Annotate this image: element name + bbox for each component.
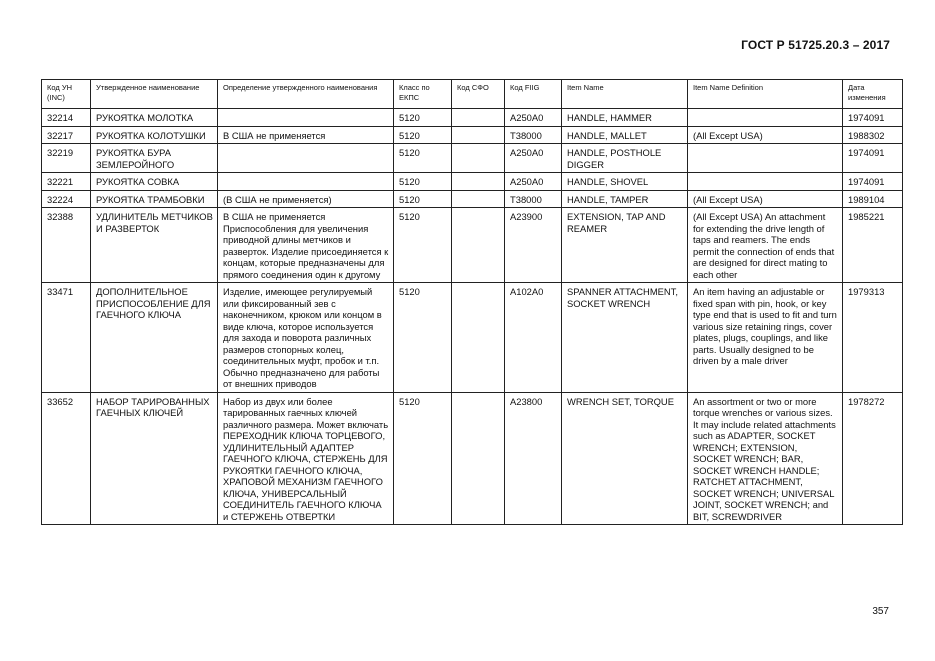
cell-item-name: HANDLE, SHOVEL [562,173,688,191]
table-body [42,109,903,525]
cell-inc: 32388 [42,208,91,283]
cell-approved-name: УДЛИНИТЕЛЬ МЕТЧИКОВ И РАЗВЕРТОК [91,208,218,283]
cell-item-definition [688,173,843,191]
cell-approved-name: ДОПОЛНИТЕЛЬНОЕ ПРИСПОСОБЛЕНИЕ ДЛЯ ГАЕЧНОГО КЛЮЧА [91,283,218,393]
cell-item-definition [688,109,843,127]
cell-sfo [452,126,505,144]
cell-fiig: A102A0 [505,283,562,393]
cell-class: 5120 [394,208,452,283]
cell-class: 5120 [394,173,452,191]
cell-date: 1974091 [843,173,903,191]
cell-approved-name: РУКОЯТКА МОЛОТКА [91,109,218,127]
cell-definition [218,109,394,127]
cell-approved-name: РУКОЯТКА СОВКА [91,173,218,191]
cell-item-definition: (All Except USA) [688,126,843,144]
cell-fiig: A23800 [505,392,562,525]
cell-class: 5120 [394,144,452,173]
cell-fiig: T38000 [505,190,562,208]
cell-definition: В США не применяется Приспособления для увеличения приводной длины метчиков и разверток. Изделие присоединяется к концам, которые предназначены для прямого соединения один к другому [218,208,394,283]
cell-fiig: A23900 [505,208,562,283]
cell-fiig: A250A0 [505,173,562,191]
table-row [42,283,903,393]
column-header-item-name: Item Name [562,80,688,109]
table-row [42,126,903,144]
cell-definition: Изделие, имеющее регулируемый или фиксированный зев с наконечником, крюком или концом в виде ключа, которое используется для захода и поворота различных размеров стопорных колец, соединительных муфт, пробок и т.п. Обычно предназначено для работы от внешних приводов [218,283,394,393]
cell-sfo [452,208,505,283]
cell-date: 1978272 [843,392,903,525]
cell-item-definition: An assortment or two or more torque wrenches or various sizes. It may include related attachments such as ADAPTER, SOCKET WRENCH; EXTENSION, SOCKET WRENCH; BAR, SOCKET WRENCH HANDLE; RATCHET ATTACHMENT, SOCKET WRENCH; UNIVERSAL JOINT, SOCKET WRENCH; and BIT, SCREWDRIVER [688,392,843,525]
cell-approved-name: РУКОЯТКА БУРА ЗЕМЛЕРОЙНОГО [91,144,218,173]
cell-item-name: HANDLE, TAMPER [562,190,688,208]
cell-inc: 33652 [42,392,91,525]
cell-sfo [452,283,505,393]
cell-sfo [452,109,505,127]
table-row [42,208,903,283]
cell-item-definition [688,144,843,173]
cell-inc: 33471 [42,283,91,393]
table-header-row [42,80,903,109]
cell-approved-name: РУКОЯТКА ТРАМБОВКИ [91,190,218,208]
column-header-inc: Код УН (INC) [42,80,91,109]
cell-item-definition: (All Except USA) An attachment for extending the drive length of taps and reamers. The ends permit the connection of ends that are designed for direct mating to each other [688,208,843,283]
cell-inc: 32221 [42,173,91,191]
cell-class: 5120 [394,190,452,208]
cell-item-name: HANDLE, MALLET [562,126,688,144]
cell-fiig: A250A0 [505,144,562,173]
table-row [42,190,903,208]
cell-date: 1974091 [843,144,903,173]
cell-date: 1988302 [843,126,903,144]
cell-inc: 32217 [42,126,91,144]
cell-item-definition: (All Except USA) [688,190,843,208]
table-row [42,109,903,127]
table-row [42,392,903,525]
column-header-date: Дата изменения [843,80,903,109]
cell-sfo [452,392,505,525]
cell-fiig: T38000 [505,126,562,144]
cell-fiig: A250A0 [505,109,562,127]
cell-item-name: SPANNER ATTACHMENT, SOCKET WRENCH [562,283,688,393]
table-row [42,144,903,173]
cell-sfo [452,173,505,191]
cell-definition: Набор из двух или более тарированных гаечных ключей различного размера. Может включать ПЕРЕХОДНИК КЛЮЧА ТОРЦЕВОГО, УДЛИНИТЕЛЬНЫЙ АДАПТЕР ГАЕЧНОГО КЛЮЧА, СТЕРЖЕНЬ ДЛЯ РУКОЯТКИ ГАЕЧНОГО КЛЮЧА, ХРАПОВОЙ МЕХАНИЗМ ГАЕЧНОГО КЛЮЧА, УНИВЕРСАЛЬНЫЙ СОЕДИНИТЕЛЬ ГАЕЧНОГО КЛЮЧА и СТЕРЖЕНЬ ОТВЕРТКИ [218,392,394,525]
cell-definition [218,144,394,173]
cell-item-name: HANDLE, HAMMER [562,109,688,127]
cell-date: 1974091 [843,109,903,127]
column-header-fiig: Код FIIG [505,80,562,109]
document-header: ГОСТ Р 51725.20.3 – 2017 [741,38,890,52]
cell-approved-name: РУКОЯТКА КОЛОТУШКИ [91,126,218,144]
cell-inc: 32214 [42,109,91,127]
classification-table [41,79,903,525]
column-header-sfo: Код СФО [452,80,505,109]
cell-item-name: WRENCH SET, TORQUE [562,392,688,525]
cell-class: 5120 [394,392,452,525]
table-row [42,173,903,191]
cell-date: 1989104 [843,190,903,208]
cell-item-name: HANDLE, POSTHOLE DIGGER [562,144,688,173]
column-header-class: Класс по ЕКПС [394,80,452,109]
cell-definition [218,173,394,191]
cell-inc: 32224 [42,190,91,208]
cell-item-name: EXTENSION, TAP AND REAMER [562,208,688,283]
column-header-definition: Определение утвержденного наименования [218,80,394,109]
cell-inc: 32219 [42,144,91,173]
column-header-item-definition: Item Name Definition [688,80,843,109]
cell-approved-name: НАБОР ТАРИРОВАННЫХ ГАЕЧНЫХ КЛЮЧЕЙ [91,392,218,525]
column-header-approved-name: Утвержденное наименование [91,80,218,109]
cell-class: 5120 [394,283,452,393]
cell-definition: (В США не применяется) [218,190,394,208]
cell-date: 1985221 [843,208,903,283]
cell-class: 5120 [394,109,452,127]
cell-item-definition: An item having an adjustable or fixed span with pin, hook, or key type end that is used to fit and turn various size retaining rings, cover plates, plugs, couplings, and like parts. Usually designed to be driven by a male driver [688,283,843,393]
cell-definition: В США не применяется [218,126,394,144]
cell-sfo [452,144,505,173]
page-number: 357 [872,606,889,617]
cell-date: 1979313 [843,283,903,393]
cell-class: 5120 [394,126,452,144]
cell-sfo [452,190,505,208]
